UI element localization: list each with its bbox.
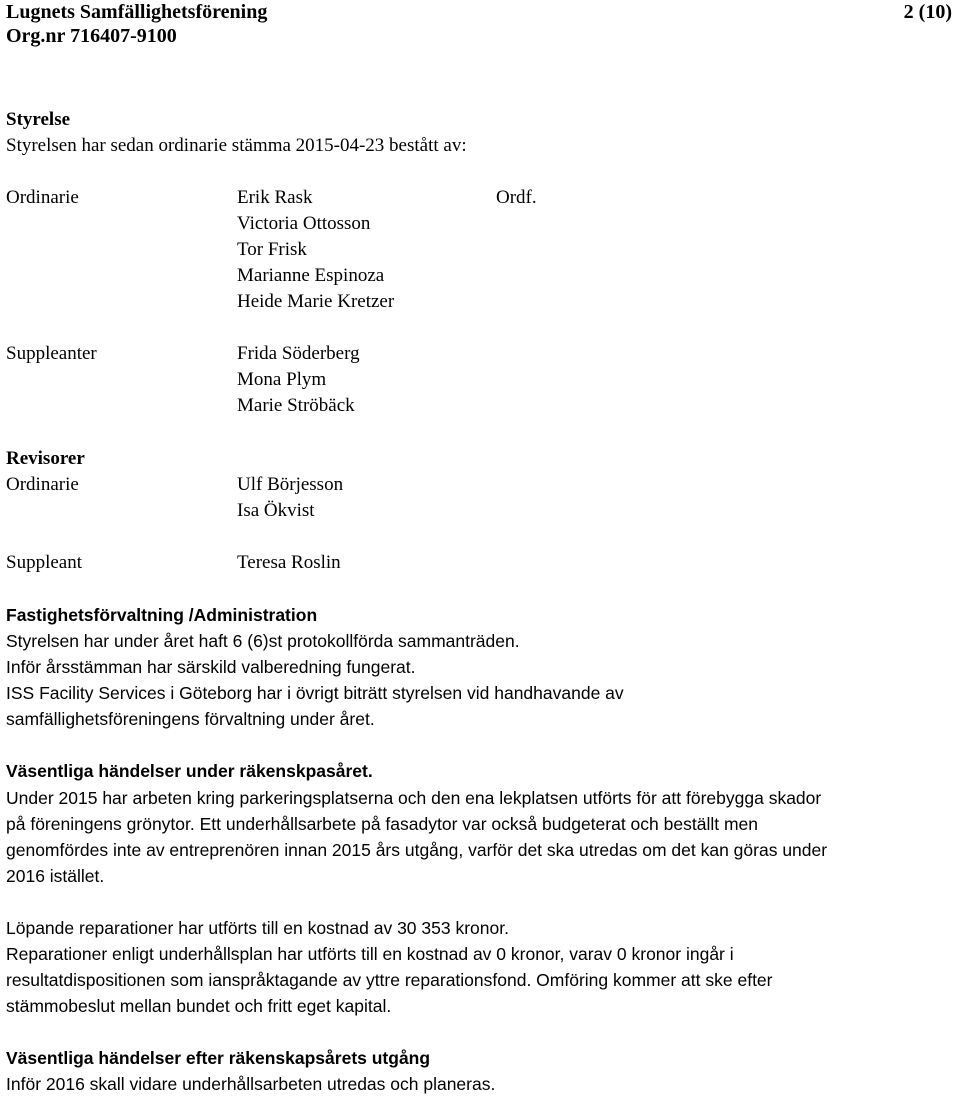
body-line: samfällighetsföreningens förvaltning under året. bbox=[6, 709, 375, 729]
member-name: Ulf Börjesson bbox=[237, 474, 344, 495]
body-line: genomfördes inte av entreprenören innan 2015 års utgång, varför det ska utredas om det kan göras under bbox=[6, 840, 828, 860]
body-line: Löpande reparationer har utförts till en kostnad av 30 353 kronor. bbox=[6, 918, 509, 938]
suppleant-label: Suppleant bbox=[6, 552, 82, 573]
body-line: Reparationer enligt underhållsplan har utförts till en kostnad av 0 kronor, varav 0 kronor ingår i bbox=[6, 944, 734, 964]
member-name: Heide Marie Kretzer bbox=[237, 291, 395, 312]
body-line: Under 2015 har arbeten kring parkeringsplatserna och den ena lekplatsen utförts för att förebygga skador bbox=[6, 788, 822, 808]
forvaltning-heading: Fastighetsförvaltning /Administration bbox=[6, 605, 318, 625]
body-line: ISS Facility Services i Göteborg har i övrigt biträtt styrelsen vid handhavande av bbox=[6, 683, 624, 703]
org-name: Lugnets Samfällighetsförening bbox=[6, 1, 268, 23]
ordinarie-label: Ordinarie bbox=[6, 187, 79, 208]
body-line: resultatdispositionen som ianspråktagande av yttre reparationsfond. Omföring kommer att ske efter bbox=[6, 970, 773, 990]
member-role: Ordf. bbox=[496, 187, 537, 208]
suppleanter-label: Suppleanter bbox=[6, 343, 97, 364]
page-number: 2 (10) bbox=[903, 1, 952, 23]
body-line: på föreningens grönytor. Ett underhållsarbete på fasadytor var också budgeterat och beställt men bbox=[6, 814, 758, 834]
body-line: stämmobeslut mellan bundet och fritt eget kapital. bbox=[6, 996, 392, 1016]
body-line: Inför 2016 skall vidare underhållsarbeten utredas och planeras. bbox=[6, 1074, 496, 1094]
styrelse-heading: Styrelse bbox=[6, 109, 71, 130]
body-line: Inför årsstämman har särskild valberedning fungerat. bbox=[6, 657, 416, 677]
handelser-heading: Väsentliga händelser under räkenskpasåret. bbox=[6, 761, 373, 781]
member-name: Teresa Roslin bbox=[237, 552, 341, 573]
member-name: Frida Söderberg bbox=[237, 343, 360, 364]
member-name: Erik Rask bbox=[237, 187, 313, 208]
efter-heading: Väsentliga händelser efter räkenskapsårets utgång bbox=[6, 1048, 431, 1068]
member-name: Marie Ströbäck bbox=[237, 395, 355, 416]
org-number: Org.nr 716407-9100 bbox=[6, 25, 177, 47]
member-name: Isa Ökvist bbox=[237, 500, 315, 521]
member-name: Marianne Espinoza bbox=[237, 265, 385, 286]
member-name: Tor Frisk bbox=[237, 239, 307, 260]
revisorer-heading: Revisorer bbox=[6, 448, 85, 469]
member-name: Victoria Ottosson bbox=[237, 213, 371, 234]
body-line: 2016 istället. bbox=[6, 866, 105, 886]
body-line: Styrelsen har under året haft 6 (6)st protokollförda sammanträden. bbox=[6, 631, 520, 651]
styrelse-intro: Styrelsen har sedan ordinarie stämma 2015-04-23 bestått av: bbox=[6, 135, 467, 156]
revisorer-ordinarie-label: Ordinarie bbox=[6, 474, 79, 495]
member-name: Mona Plym bbox=[237, 369, 327, 390]
